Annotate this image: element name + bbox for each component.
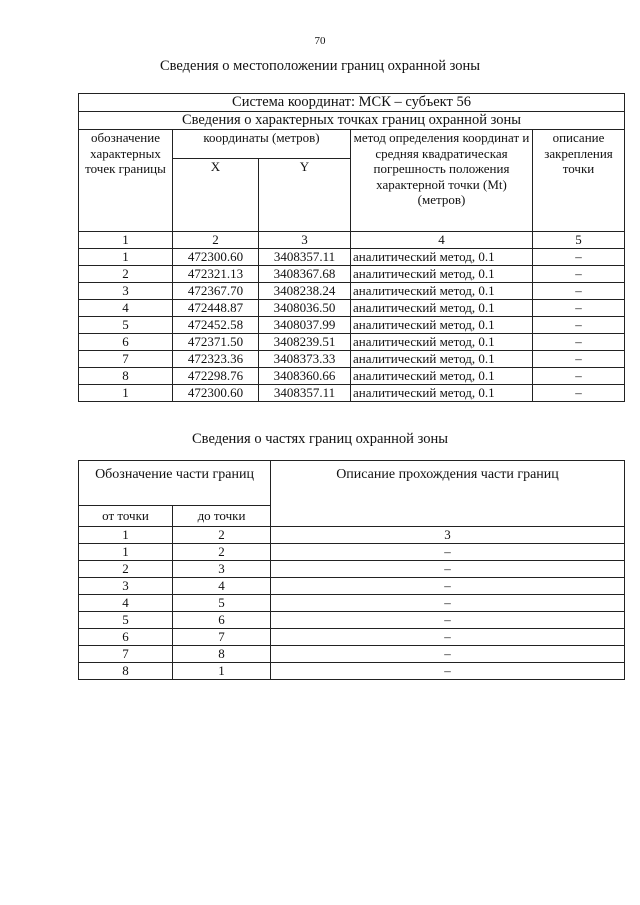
header-description: описание закрепления точки: [533, 130, 625, 232]
table-row: [79, 368, 625, 385]
coord-x: 472367.70: [173, 283, 259, 300]
title-parts: Сведения о частях границ охранной зоны: [192, 431, 448, 447]
passage-description: –: [271, 629, 625, 646]
passage-description: –: [271, 595, 625, 612]
col-num: 3: [271, 527, 625, 544]
header-designation: обозначение характерных точек границы: [79, 130, 173, 232]
table-row: [79, 544, 625, 561]
passage-description: –: [271, 612, 625, 629]
fix-description: –: [533, 300, 625, 317]
coord-y: 3408037.99: [259, 317, 351, 334]
coord-x: 472300.60: [173, 249, 259, 266]
coord-y: 3408357.11: [259, 249, 351, 266]
coord-x: 472452.58: [173, 317, 259, 334]
to-point: 5: [173, 595, 271, 612]
table-row: [79, 595, 625, 612]
table-row: [79, 351, 625, 368]
from-point: 8: [79, 663, 173, 680]
coord-y: 3408360.66: [259, 368, 351, 385]
header-from-point: от точки: [79, 506, 173, 527]
from-point: 5: [79, 612, 173, 629]
passage-description: –: [271, 544, 625, 561]
coord-x: 472321.13: [173, 266, 259, 283]
header-part-designation: Обозначение части границ: [79, 461, 271, 506]
method: аналитический метод, 0.1: [351, 300, 533, 317]
fix-description: –: [533, 385, 625, 402]
point-number: 1: [79, 385, 173, 402]
col-num: 2: [173, 232, 259, 249]
method: аналитический метод, 0.1: [351, 385, 533, 402]
to-point: 7: [173, 629, 271, 646]
coordinate-system: Система координат: МСК – субъект 56: [79, 94, 625, 112]
method: аналитический метод, 0.1: [351, 266, 533, 283]
from-point: 1: [79, 544, 173, 561]
point-number: 3: [79, 283, 173, 300]
coord-y: 3408238.24: [259, 283, 351, 300]
fix-description: –: [533, 317, 625, 334]
point-number: 7: [79, 351, 173, 368]
method: аналитический метод, 0.1: [351, 351, 533, 368]
table-row: [79, 629, 625, 646]
to-point: 1: [173, 663, 271, 680]
passage-description: –: [271, 646, 625, 663]
passage-description: –: [271, 663, 625, 680]
fix-description: –: [533, 368, 625, 385]
coord-y: 3408367.68: [259, 266, 351, 283]
header-method: метод определения координат и средняя квадратическая погрешность положения характерной точки (Mt) (метров): [351, 130, 533, 232]
col-num: 2: [173, 527, 271, 544]
passage-description: –: [271, 561, 625, 578]
table-row: [79, 317, 625, 334]
method: аналитический метод, 0.1: [351, 368, 533, 385]
header-to-point: до точки: [173, 506, 271, 527]
page-number: 70: [314, 35, 326, 47]
to-point: 8: [173, 646, 271, 663]
col-num: 1: [79, 527, 173, 544]
table-row: [79, 561, 625, 578]
header-y: Y: [259, 159, 351, 232]
from-point: 3: [79, 578, 173, 595]
points-subtitle: Сведения о характерных точках границ охранной зоны: [79, 112, 625, 130]
table-row: [79, 266, 625, 283]
table-row: [79, 300, 625, 317]
table-row: [79, 385, 625, 402]
method: аналитический метод, 0.1: [351, 317, 533, 334]
table-row: [79, 646, 625, 663]
fix-description: –: [533, 266, 625, 283]
header-passage-description: Описание прохождения части границ: [271, 461, 625, 527]
fix-description: –: [533, 283, 625, 300]
to-point: 3: [173, 561, 271, 578]
parts-table: [78, 460, 625, 680]
table-row: [79, 283, 625, 300]
fix-description: –: [533, 351, 625, 368]
table-row: [79, 663, 625, 680]
from-point: 6: [79, 629, 173, 646]
to-point: 6: [173, 612, 271, 629]
col-num: 4: [351, 232, 533, 249]
from-point: 2: [79, 561, 173, 578]
col-num: 5: [533, 232, 625, 249]
method: аналитический метод, 0.1: [351, 283, 533, 300]
to-point: 4: [173, 578, 271, 595]
fix-description: –: [533, 334, 625, 351]
point-number: 6: [79, 334, 173, 351]
method: аналитический метод, 0.1: [351, 249, 533, 266]
coord-y: 3408239.51: [259, 334, 351, 351]
column-numbers-row: [79, 232, 625, 249]
coord-x: 472371.50: [173, 334, 259, 351]
point-number: 5: [79, 317, 173, 334]
title-points: Сведения о местоположении границ охранной зоны: [159, 58, 480, 74]
points-table: [78, 93, 625, 402]
table-row: [79, 578, 625, 595]
fix-description: –: [533, 249, 625, 266]
header-coordinates: координаты (метров): [173, 130, 351, 159]
table-row: [79, 249, 625, 266]
from-point: 4: [79, 595, 173, 612]
coord-x: 472298.76: [173, 368, 259, 385]
header-x: X: [173, 159, 259, 232]
method: аналитический метод, 0.1: [351, 334, 533, 351]
col-num: 3: [259, 232, 351, 249]
coord-y: 3408036.50: [259, 300, 351, 317]
to-point: 2: [173, 544, 271, 561]
table-row: [79, 334, 625, 351]
point-number: 1: [79, 249, 173, 266]
column-numbers-row: [79, 527, 625, 544]
point-number: 2: [79, 266, 173, 283]
passage-description: –: [271, 578, 625, 595]
col-num: 1: [79, 232, 173, 249]
coord-x: 472323.36: [173, 351, 259, 368]
point-number: 8: [79, 368, 173, 385]
point-number: 4: [79, 300, 173, 317]
coord-x: 472448.87: [173, 300, 259, 317]
coord-x: 472300.60: [173, 385, 259, 402]
coord-y: 3408373.33: [259, 351, 351, 368]
from-point: 7: [79, 646, 173, 663]
coord-y: 3408357.11: [259, 385, 351, 402]
table-row: [79, 612, 625, 629]
